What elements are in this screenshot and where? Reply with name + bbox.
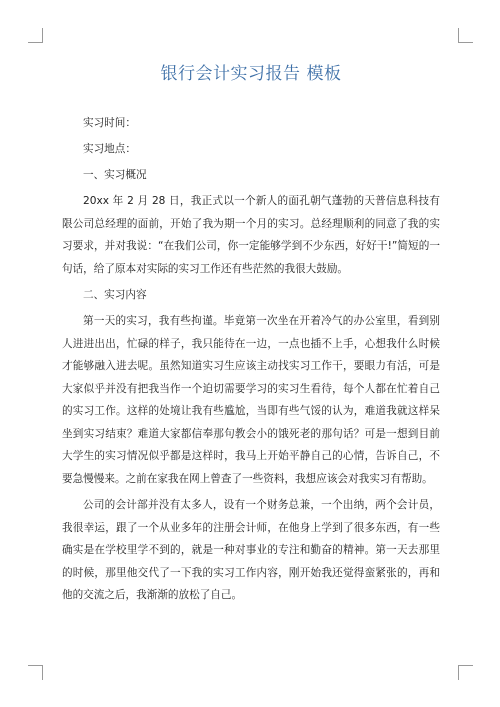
content-paragraph-1: 第一天的实习，我有些拘谨。毕竟第一次坐在开着冷气的办公室里，看到别人进进出出，忙碌的样子，我只能待在一边，一点也插不上手，心想我什么时候才能够融入进去呢。虽然知道实习生应该主动找实习工作干，要眼力有活，可是大家似乎并没有把我当作一个迫切需要学习的实习生看待，每个人都在忙着自己的实习工作。这样的处境让我有些尴尬，当即有些气馁的认为，难道我就这样呆坐到实习结束？难道大家都信奉那句教会小的饿死老的那句话？可是一想到目前大学生的实习情况似乎都是这样时，我马上开始平静自己的心情，告诉自己，不要急慢慢来。之前在家我在网上曾查了一些资料，我想应该会对我实习有帮助。 bbox=[62, 315, 440, 485]
section-heading-overview: 一、实习概况 bbox=[83, 169, 147, 181]
crop-mark-bottom-left bbox=[28, 665, 43, 680]
crop-mark-top-left bbox=[28, 28, 43, 43]
section-heading-content: 二、实习内容 bbox=[83, 289, 147, 301]
internship-place-field: 实习地点： bbox=[83, 143, 136, 155]
content-paragraph-2: 公司的会计部并没有太多人，设有一个财务总兼，一个出纳，两个会计员，我很幸运，跟了一个从业多年的注册会计师，在他身上学到了很多东西，有一些确实是在学校里学不到的，就是一种对事业的专注和勤奋的精神。第一天去那里的时候，那里他交代了一下我的实习工作内容，刚开始我还觉得蛮紧张的，再和他的交流之后，我渐渐的放松了自己。 bbox=[62, 499, 440, 601]
internship-time-field: 实习时间： bbox=[83, 117, 136, 129]
document-title: 银行会计实习报告 模板 bbox=[160, 64, 342, 84]
overview-paragraph: 20xx 年 2 月 28 日，我正式以一个新人的面孔朝气蓬勃的天普信息科技有限公司总经理的面前，开始了我为期一个月的实习。总经理顺利的同意了我的实习要求，并对我说：“在我们公司，你一定能够学到不少东西，好好干!”简短的一句话，给了原本对实际的实习工作还有些茫然的我很大鼓励。 bbox=[62, 195, 440, 275]
crop-mark-top-right bbox=[458, 28, 473, 43]
document-page bbox=[62, 62, 440, 611]
crop-mark-bottom-right bbox=[458, 665, 473, 680]
